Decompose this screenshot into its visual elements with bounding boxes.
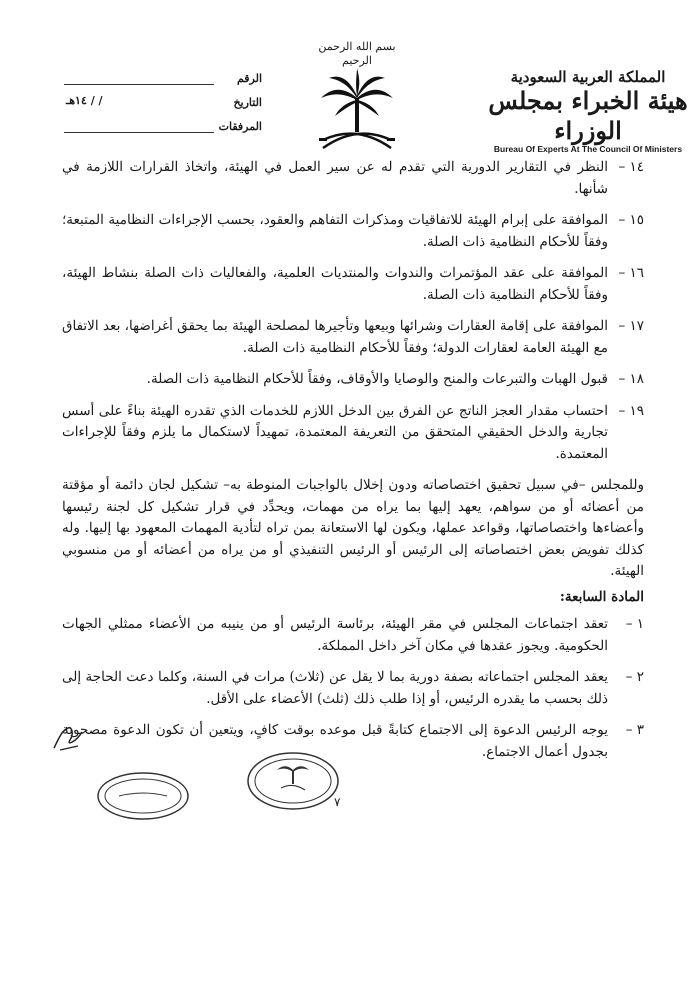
bureau-name-english: Bureau Of Experts At The Council Of Ministers	[493, 144, 683, 154]
item-number: ١٨ –	[618, 371, 644, 387]
document-body	[62, 157, 644, 773]
date-row	[62, 96, 262, 120]
item-text: احتساب مقدار العجز الناتج عن الفرق بين الدخل اللازم للخدمات الذي تقدره الهيئة بناءً على أسس تجارية والدخل الحقيقي المتحقق من التعريفة المعتمدة، تمهيداً لاستكمال ما يلزم وفقاً للإجراءات المعتمدة.	[62, 402, 608, 462]
item-text: يعقد المجلس اجتماعاته بصفة دورية بما لا يقل عن (ثلاث) مرات في السنة، وكلما دعت الحاجة إلى ذلك بحسب ما يقدره الرئيس، أو إذا طلب ذلك (ثلث) الأعضاء على الأقل.	[62, 669, 608, 707]
list-item	[62, 210, 644, 253]
reference-label: الرقم	[236, 72, 262, 85]
item-text: الموافقة على إبرام الهيئة للاتفاقيات ومذكرات التفاهم والعقود، بحسب الإجراءات النظامية المتبعة؛ وفقاً للأحكام النظامية ذات الصلة.	[62, 212, 608, 250]
item-number: ٢ –	[625, 669, 644, 685]
item-number: ١٥ –	[618, 212, 644, 228]
item-text: النظر في التقارير الدورية التي تقدم له عن سير العمل في الهيئة، واتخاذ القرارات اللازمة في شأنها.	[62, 159, 608, 197]
reference-row	[62, 72, 262, 96]
signature-icon	[48, 720, 88, 754]
item-number: ١٧ –	[618, 318, 644, 334]
item-text: قبول الهبات والتبرعات والمنح والوصايا والأوقاف، وفقاً للأحكام النظامية ذات الصلة.	[146, 371, 608, 387]
reference-line	[64, 84, 214, 85]
item-text: الموافقة على عقد المؤتمرات والندوات والمنتديات العلمية، والفعاليات ذات الصلة بنشاط الهيئة، وفقاً للأحكام النظامية ذات الصلة.	[62, 265, 608, 303]
article-item	[62, 667, 644, 710]
basmala: بسم الله الرحمن الرحيم	[318, 40, 396, 67]
item-number: ١٩ –	[618, 402, 644, 419]
article-item	[62, 614, 644, 657]
item-text: تعقد اجتماعات المجلس في مقر الهيئة، برئاسة الرئيس أو من ينيبه من الأعضاء ممثلي الجهات الحكومية. ويجوز عقدها في مكان آخر داخل المملكة.	[62, 616, 608, 654]
item-number: ١٦ –	[618, 265, 644, 281]
official-stamp-icon	[95, 770, 191, 822]
item-number: ١ –	[625, 616, 644, 632]
list-item	[62, 369, 644, 391]
item-number: ٣ –	[625, 722, 644, 738]
date-label: التاريخ	[233, 96, 262, 109]
article-item	[62, 720, 644, 763]
attachments-row	[62, 120, 262, 144]
item-number: ١٤ –	[618, 159, 644, 175]
bureau-name-arabic: هيئة الخبراء بمجلس الوزراء	[488, 86, 688, 145]
list-item	[62, 157, 644, 200]
attachments-line	[64, 132, 214, 133]
date-value: / / ١٤هـ	[66, 94, 103, 107]
attachments-label: المرفقات	[218, 120, 262, 133]
document-meta	[62, 72, 262, 144]
kingdom-name: المملكة العربية السعودية	[510, 68, 666, 86]
item-text: يوجه الرئيس الدعوة إلى الاجتماع كتابةً قبل موعده بوقت كافٍ، ويتعين أن تكون الدعوة مصحوبة بجدول أعمال الاجتماع.	[62, 722, 608, 760]
item-text: الموافقة على إقامة العقارات وشرائها وبيعها وتأجيرها لمصلحة الهيئة بما يحقق أغراضها، بعد الاتفاق مع الهيئة العامة لعقارات الدولة؛ وفقاً للأحكام النظامية ذات الصلة.	[62, 318, 608, 356]
emblem-block	[313, 40, 401, 158]
page-number: ٧	[334, 795, 341, 809]
list-item	[62, 316, 644, 359]
council-paragraph: وللمجلس –في سبيل تحقيق اختصاصاته ودون إخلال بالواجبات المنوطة به– تشكيل لجان دائمة أو مؤقتة من أعضائه أو من سواهم، يعهد إليها بما يراه من مهمات، ويحدِّد في قرار تشكيل كل لجنة رئيسها وأعضاءها واختصاصاتها، وقواعد عملها، ويكون لها الاستعانة بمن تراه لتأدية المهمات المعهود بها إليها. وله كذلك تفويض بعض اختصاصاته إلى الرئيس أو الرئيس التنفيذي أو من يراه من أعضائه أو من منسوبي الهيئة.	[62, 477, 644, 579]
palm-swords-emblem-icon	[313, 68, 401, 154]
letterhead	[488, 68, 688, 154]
official-seal-icon	[245, 750, 341, 812]
list-item	[62, 263, 644, 306]
article-title: المادة السابعة:	[559, 588, 644, 605]
list-item	[62, 401, 644, 466]
